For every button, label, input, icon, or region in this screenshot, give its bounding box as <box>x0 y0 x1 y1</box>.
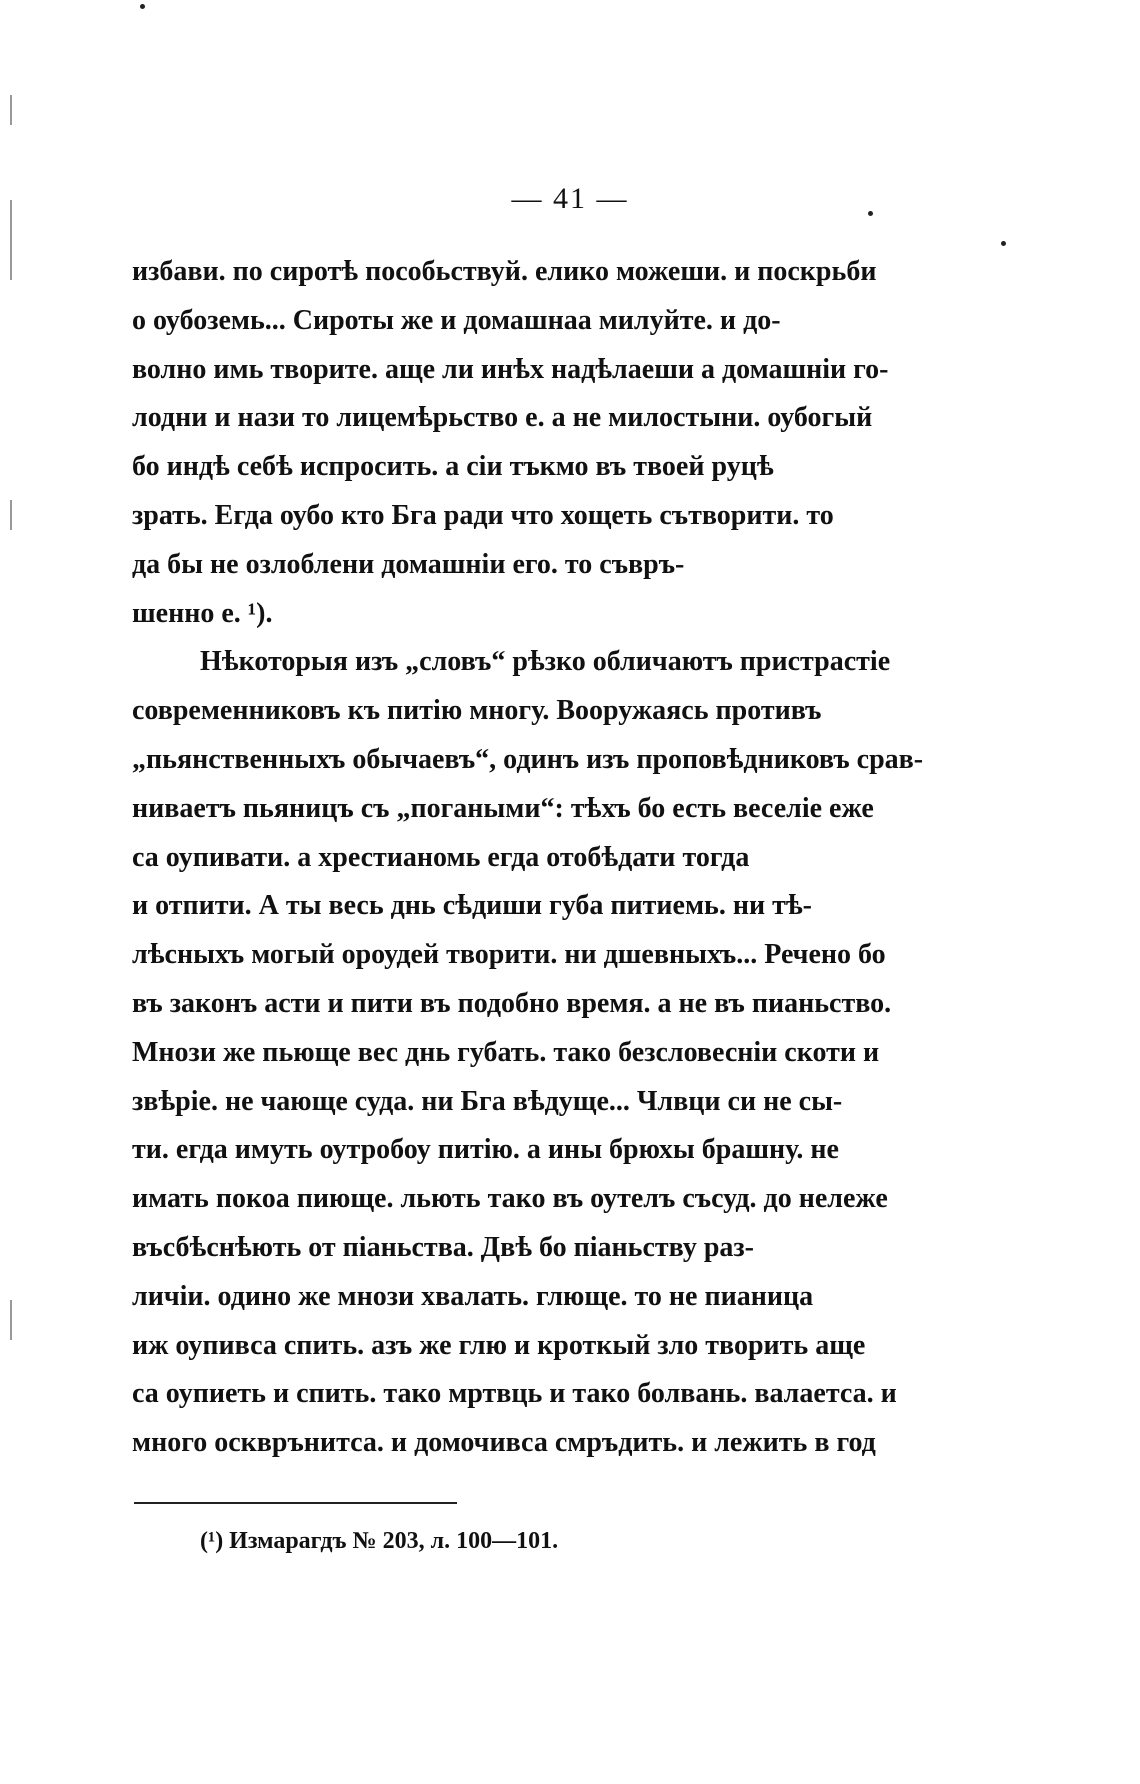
text-line: ти. егда имуть оутробоу питiю. а ины брюхы брашну. не <box>132 1134 839 1166</box>
text-line: избави. по сиротѣ пособьствуй. елико можеши. и поскрьби <box>132 256 877 287</box>
text-line: и отпити. А ты весь днь сѣдиши губа питиемь. ни тѣ- <box>132 890 812 922</box>
page-number: — 41 — <box>511 182 629 215</box>
footnote-rule <box>134 1502 457 1504</box>
text-line: въ законъ асти и пити въ подобно время. а не въ пианьство. <box>132 987 892 1019</box>
text-line: да бы не озлоблени домашнiи его. то съвръ- <box>132 548 685 580</box>
text-line: са оупивати. а хрестианомь егда отобѣдати тогда <box>132 841 750 873</box>
text-line: о оубоземь... Сироты же и домашнаа милуйте. и до- <box>132 304 781 336</box>
text-line: много оскврънитса. и домочивса смръдить. и лежить в год <box>132 1427 876 1459</box>
left-margin-mark <box>10 500 12 530</box>
text-line: Нѣкоторыя изъ „словъ“ рѣзко обличаютъ пристрастiе <box>200 646 891 678</box>
text-line: въсбѣснѣють от пiаньства. Двѣ бо пiаньству раз- <box>132 1231 754 1263</box>
text-line: шенно е. ¹). <box>132 597 273 629</box>
text-line: волно имь творите. аще ли инѣх надѣлаеши а домашнiи го- <box>132 353 889 385</box>
ink-speck <box>1001 241 1006 246</box>
text-line: иж оупивса спить. азъ же глю и кроткый зло творить аще <box>132 1329 866 1361</box>
ink-speck <box>140 4 145 9</box>
text-line: звѣрiе. не чающе суда. ни Бга вѣдуще... Члвци си не сы- <box>132 1085 843 1117</box>
text-line: лѣсныхъ могый ороудей творити. ни дшевныхъ... Речено бо <box>132 939 886 971</box>
text-line: зрать. Егда оубо кто Бга ради что хощеть сътворити. то <box>132 499 834 531</box>
left-margin-mark <box>10 1300 12 1340</box>
text-line: са оупиеть и спить. тако мртвць и тако болвань. валаетса. и <box>132 1378 897 1410</box>
text-line: имать покоа пиюще. льють тако въ оутелъ съсуд. до нележе <box>132 1183 888 1215</box>
text-line: современниковъ къ питiю многу. Вооружаясь противъ <box>132 695 822 727</box>
footnote: (¹) Измарагдъ № 203, л. 100—101. <box>200 1528 559 1554</box>
left-margin-mark <box>10 95 12 125</box>
text-line: личiи. одино же мнози хвалать. глюще. то не пианица <box>132 1280 814 1312</box>
text-line: „пьянственныхъ обычаевъ“, одинъ изъ проповѣдниковъ срав- <box>132 743 924 775</box>
text-line: ниваетъ пьяницъ съ „погаными“: тѣхъ бо есть веселiе еже <box>132 792 874 824</box>
body-text <box>132 248 944 1468</box>
text-line: бо индѣ себѣ испросить. а сiи тъкмо въ твоей руцѣ <box>132 451 774 483</box>
text-line: Мнози же пьюще вес днь губать. тако безсловеснiи скоти и <box>132 1036 880 1068</box>
text-line: лодни и нази то лицемѣрьство е. а не милостыни. оубогый <box>132 402 873 434</box>
